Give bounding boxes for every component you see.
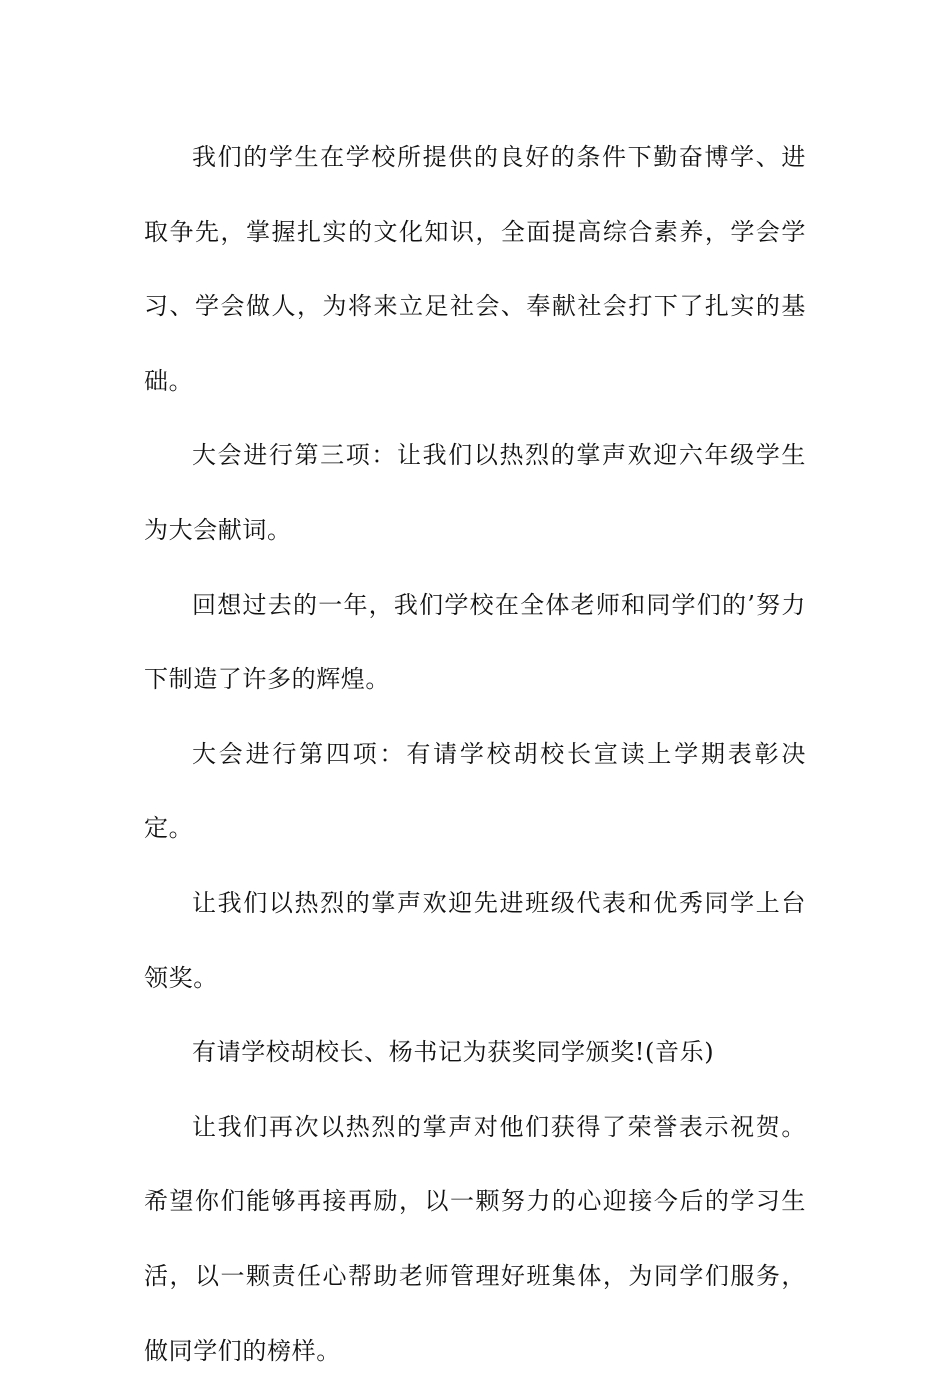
paragraph-review-past-year: 回想过去的一年，我们学校在全体老师和同学们的’努力下制造了许多的辉煌。 — [144, 590, 806, 694]
document-body — [144, 120, 806, 1388]
paragraph-welcome-award-winners: 让我们以热烈的掌声欢迎先进班级代表和优秀同学上台领奖。 — [144, 888, 806, 992]
paragraph-congratulations: 让我们再次以热烈的掌声对他们获得了荣誉表示祝贺。希望你们能够再接再励，以一颗努力的心迎接今后的学习生活，以一颗责任心帮助老师管理好班集体，为同学们服务，做同学们的榜样。 — [144, 1112, 806, 1365]
paragraph-student-achievements: 我们的学生在学校所提供的良好的条件下勤奋博学、进取争先，掌握扎实的文化知识，全面提高综合素养，学会学习、学会做人，为将来立足社会、奉献社会打下了扎实的基础。 — [144, 143, 806, 395]
paragraph-agenda-item-three: 大会进行第三项：让我们以热烈的掌声欢迎六年级学生为大会献词。 — [144, 441, 806, 544]
paragraph-award-presentation: 有请学校胡校长、杨书记为获奖同学颁奖!(音乐) — [192, 1038, 715, 1067]
paragraph-agenda-item-four: 大会进行第四项：有请学校胡校长宣读上学期表彰决定。 — [144, 739, 806, 843]
